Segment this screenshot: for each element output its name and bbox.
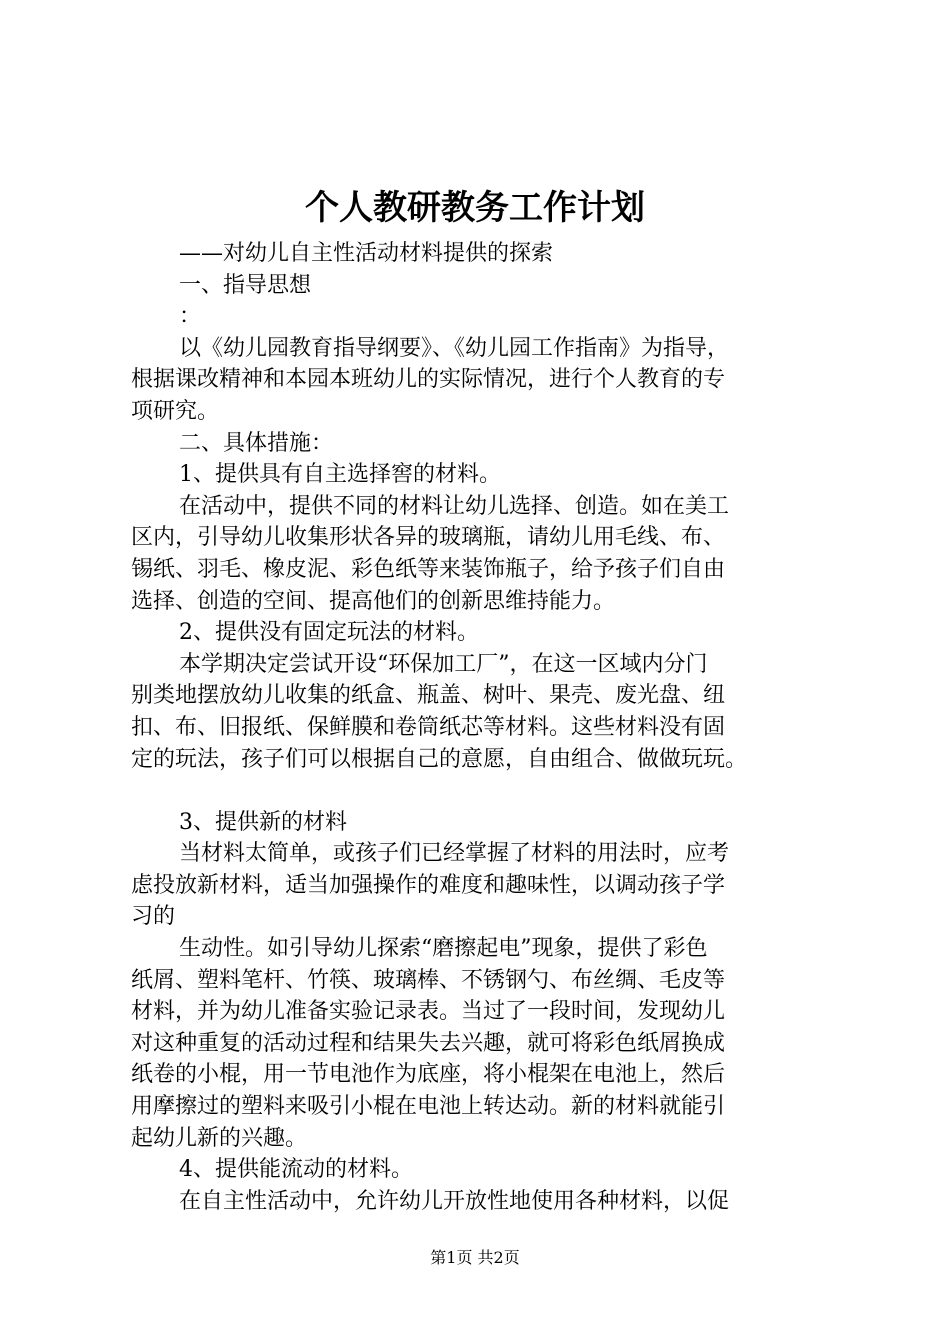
paragraph-line: 生动性。如引导幼儿探索“磨擦起电”现象，提供了彩色 — [179, 936, 708, 962]
paragraph-line: 扣、布、旧报纸、保鲜膜和卷筒纸芯等材料。这些材料没有固 — [131, 714, 726, 740]
paragraph-line: 材料，并为幼儿准备实验记录表。当过了一段时间，发现幼儿 — [131, 999, 726, 1025]
blank-line — [131, 775, 836, 807]
subtitle: ——对幼儿自主性活动材料提供的探索 — [179, 241, 554, 266]
paragraph-line: 别类地摆放幼儿收集的纸盒、瓶盖、树叶、果壳、废光盘、纽 — [131, 683, 726, 709]
item-heading-2: 2、提供没有固定玩法的材料。 — [179, 620, 479, 646]
item-heading-3: 3、提供新的材料 — [179, 809, 347, 835]
section-heading-guiding-thought: 一、指导思想 — [179, 272, 312, 298]
paragraph-line: 用摩擦过的塑料来吸引小棍在电池上转达动。新的材料就能引 — [131, 1094, 726, 1120]
document-body — [131, 238, 836, 1217]
paragraph-line: 对这种重复的活动过程和结果失去兴趣，就可将彩色纸屑换成 — [131, 1030, 726, 1056]
paragraph-line: 当材料太简单，或孩子们已经掌握了材料的用法时，应考 — [179, 841, 730, 867]
paragraph-line: 区内，引导幼儿收集形状各异的玻璃瓶，请幼儿用毛线、布、 — [131, 525, 726, 551]
paragraph-line: 选择、创造的空间、提高他们的创新思维持能力。 — [131, 588, 616, 614]
paragraph-line: 纸卷的小棍，用一节电池作为底座，将小棍架在电池上，然后 — [131, 1062, 726, 1088]
paragraph-line: 本学期决定尝试开设“环保加工厂”，在这一区域内分门 — [179, 651, 708, 677]
paragraph-line: 根据课改精神和本园本班幼儿的实际情况，进行个人教育的专 — [131, 367, 726, 393]
document-title: 个人教研教务工作计划 — [305, 188, 645, 228]
paragraph-line: 起幼儿新的兴趣。 — [131, 1125, 308, 1151]
section-heading-measures: 二、具体措施： — [179, 430, 334, 456]
paragraph-line: 习的 — [131, 904, 176, 930]
item-heading-1: 1、提供具有自主选择窖的材料。 — [179, 462, 501, 488]
paragraph-line: 项研究。 — [131, 398, 220, 424]
paragraph-line: 在自主性活动中，允许幼儿开放性地使用各种材料，以促 — [179, 1188, 730, 1214]
section-heading-colon: ： — [179, 304, 202, 330]
paragraph-line: 以《幼儿园教育指导纲要》、《幼儿园工作指南》为指导， — [179, 335, 730, 361]
page-footer: 第1页 共2页 — [430, 1248, 520, 1267]
paragraph-line: 在活动中，提供不同的材料让幼儿选择、创造。如在美工 — [179, 493, 730, 519]
paragraph-line: 纸屑、塑料笔杆、竹筷、玻璃棒、不锈钢勺、布丝绸、毛皮等 — [131, 967, 726, 993]
paragraph-line: 虑投放新材料，适当加强操作的难度和趣味性，以调动孩子学 — [131, 872, 726, 898]
paragraph-line: 定的玩法，孩子们可以根据自己的意愿，自由组合、做做玩玩。 — [131, 746, 748, 772]
paragraph-line: 锡纸、羽毛、橡皮泥、彩色纸等来装饰瓶子，给予孩子们自由 — [131, 556, 726, 582]
item-heading-4: 4、提供能流动的材料。 — [179, 1157, 413, 1183]
